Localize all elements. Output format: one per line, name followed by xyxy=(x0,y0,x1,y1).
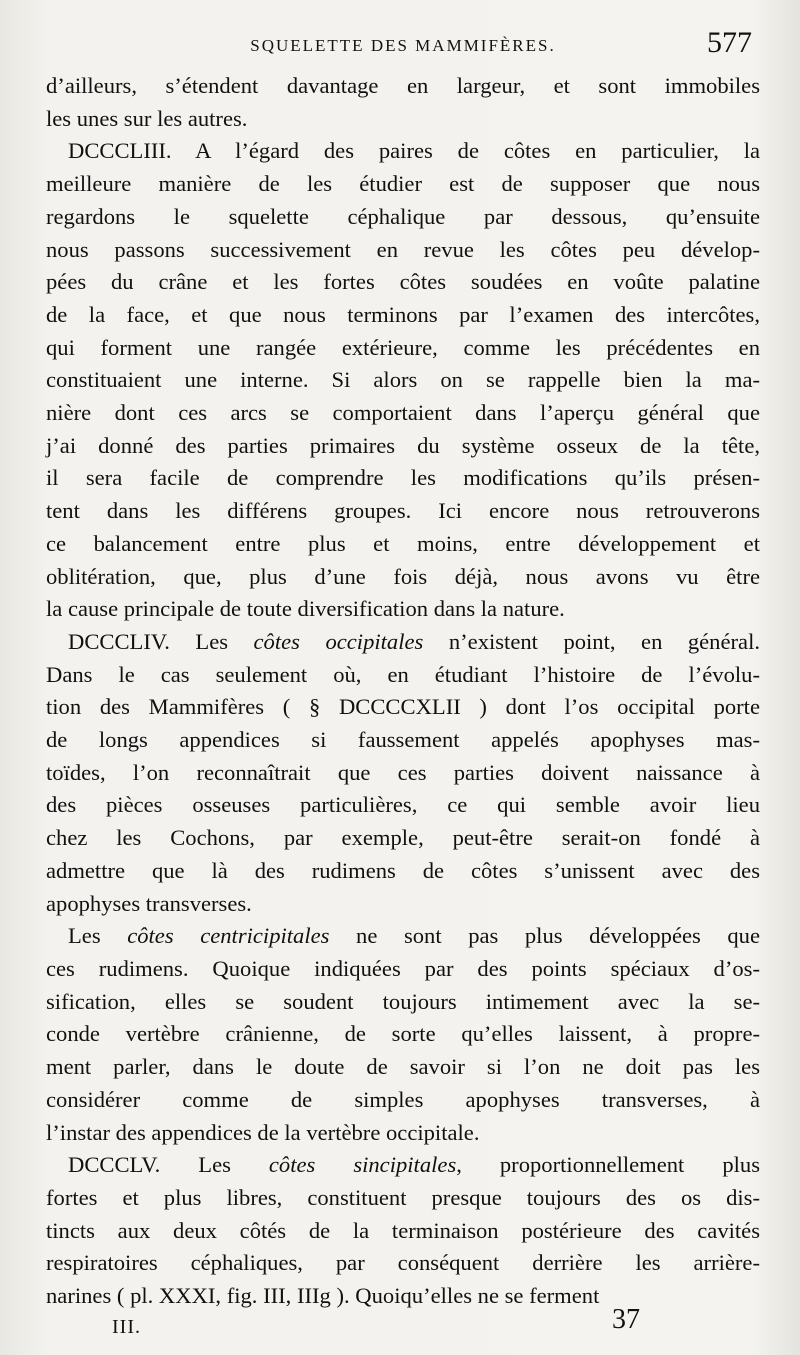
text-segment: tent dans les différens groupes. Ici encore nous retrouverons xyxy=(46,498,760,524)
text-segment: chez les Cochons, par exemple, peut-être serait-on fondé à xyxy=(46,825,760,851)
text-line xyxy=(46,1215,760,1248)
text-segment: DCCCLV. Les xyxy=(68,1152,269,1178)
paragraph xyxy=(46,920,760,1149)
running-head xyxy=(46,26,760,70)
text-segment: l’instar des appendices de la vertèbre occipitale. xyxy=(46,1119,480,1145)
text-segment: Les xyxy=(68,923,128,949)
text-line xyxy=(46,364,760,397)
text-segment: narines ( pl. XXXI, fig. III, IIIg ). Quoiqu’elles ne se ferment xyxy=(46,1283,600,1309)
text-segment: apophyses transverses. xyxy=(46,890,252,916)
text-segment: de longs appendices si faussement appelés apophyses mas- xyxy=(46,727,760,753)
text-line xyxy=(46,822,760,855)
text-line xyxy=(46,332,760,365)
text-segment: les unes sur les autres. xyxy=(46,105,248,131)
italic-term: côtes centricipitales xyxy=(127,923,330,949)
text-line xyxy=(46,659,760,692)
text-segment: j’ai donné des parties primaires du système osseux de la tête, xyxy=(46,432,760,458)
running-title: SQUELETTE DES MAMMIFÈRES. xyxy=(250,36,556,55)
text-line xyxy=(46,757,760,790)
body-text xyxy=(46,70,760,1313)
text-segment: il sera facile de comprendre les modifications qu’ils présen- xyxy=(46,465,760,491)
text-segment: respiratoires céphaliques, par conséquent derrière les arrière- xyxy=(46,1250,760,1276)
text-segment: conde vertèbre crânienne, de sorte qu’elles laissent, à propre- xyxy=(46,1021,760,1047)
text-segment: tion des Mammifères ( § DCCCCXLII ) dont l’os occipital porte xyxy=(46,694,760,720)
text-segment: sification, elles se soudent toujours intimement avec la se- xyxy=(46,988,760,1014)
page-number: 577 xyxy=(707,26,752,59)
text-line xyxy=(46,1018,760,1051)
text-segment: considérer comme de simples apophyses transverses, à xyxy=(46,1086,760,1112)
text-line xyxy=(46,103,760,136)
text-line xyxy=(46,691,760,724)
text-segment: d’ailleurs, s’étendent davantage en largeur, et sont immobiles xyxy=(46,73,760,98)
text-line xyxy=(46,888,760,921)
text-segment: la cause principale de toute diversification dans la nature. xyxy=(46,596,565,622)
text-line xyxy=(46,1149,760,1182)
text-line xyxy=(46,724,760,757)
text-segment: ment parler, dans le doute de savoir si l’on ne doit pas les xyxy=(46,1054,760,1080)
text-segment: de la face, et que nous terminons par l’examen des intercôtes, xyxy=(46,301,760,327)
text-segment: regardons le squelette céphalique par dessous, qu’ensuite xyxy=(46,203,760,229)
text-line xyxy=(46,1084,760,1117)
text-line xyxy=(46,462,760,495)
text-line xyxy=(46,135,760,168)
text-line xyxy=(46,1117,760,1150)
text-line xyxy=(46,495,760,528)
italic-term: côtes sincipitales xyxy=(268,1152,457,1178)
text-segment: ce balancement entre plus et moins, entre développement et xyxy=(46,530,760,556)
text-line xyxy=(46,299,760,332)
paragraph xyxy=(46,70,760,135)
text-line xyxy=(46,430,760,463)
text-line xyxy=(46,593,760,626)
text-segment: nous passons successivement en revue les côtes peu dévelop- xyxy=(46,236,760,262)
text-segment: , proportionnellement plus xyxy=(456,1152,760,1178)
text-line xyxy=(46,397,760,430)
text-segment: DCCCLIV. Les xyxy=(68,628,254,654)
text-line xyxy=(46,266,760,299)
text-segment: tincts aux deux côtés de la terminaison postérieure des cavités xyxy=(46,1217,760,1243)
text-segment: qui forment une rangée extérieure, comme les précédentes en xyxy=(46,334,760,360)
text-line xyxy=(46,70,760,103)
paragraph xyxy=(46,135,760,626)
text-line xyxy=(46,1182,760,1215)
text-line xyxy=(46,986,760,1019)
text-segment: admettre que là des rudimens de côtes s’unissent avec des xyxy=(46,857,760,883)
text-line xyxy=(46,168,760,201)
text-line xyxy=(46,561,760,594)
text-segment: DCCCLIII. A l’égard des paires de côtes en particulier, la xyxy=(68,138,760,164)
text-segment: toïdes, l’on reconnaîtrait que ces parties doivent naissance à xyxy=(46,759,760,785)
text-line xyxy=(46,626,760,659)
paragraph xyxy=(46,1149,760,1313)
signature-mark: III. xyxy=(112,1316,141,1338)
text-segment: ces rudimens. Quoique indiquées par des points spéciaux d’os- xyxy=(46,955,760,981)
text-line xyxy=(46,789,760,822)
text-segment: nière dont ces arcs se comportaient dans l’aperçu général que xyxy=(46,400,760,426)
text-line xyxy=(46,1051,760,1084)
text-line xyxy=(46,855,760,888)
text-line xyxy=(46,920,760,953)
text-segment: des pièces osseuses particulières, ce qui semble avoir lieu xyxy=(46,792,760,818)
text-segment: ne sont pas plus développées que xyxy=(329,923,760,949)
italic-term: côtes occipitales xyxy=(253,628,424,654)
text-line xyxy=(46,953,760,986)
text-line xyxy=(46,528,760,561)
text-segment: fortes et plus libres, constituent presque toujours des os dis- xyxy=(46,1184,760,1210)
text-segment: n’existent point, en général. xyxy=(423,628,760,654)
text-segment: oblitération, que, plus d’une fois déjà, nous avons vu être xyxy=(46,563,760,589)
page-footer xyxy=(0,1302,800,1342)
text-line xyxy=(46,1247,760,1280)
text-segment: pées du crâne et les fortes côtes soudées en voûte palatine xyxy=(46,269,760,295)
text-segment: constituaient une interne. Si alors on se rappelle bien la ma- xyxy=(46,367,760,393)
text-segment: Dans le cas seulement où, en étudiant l’histoire de l’évolu- xyxy=(46,661,760,687)
text-line xyxy=(46,234,760,267)
text-segment: meilleure manière de les étudier est de supposer que nous xyxy=(46,171,760,197)
text-line xyxy=(46,201,760,234)
paragraph xyxy=(46,626,760,920)
sheet-number: 37 xyxy=(612,1304,640,1335)
